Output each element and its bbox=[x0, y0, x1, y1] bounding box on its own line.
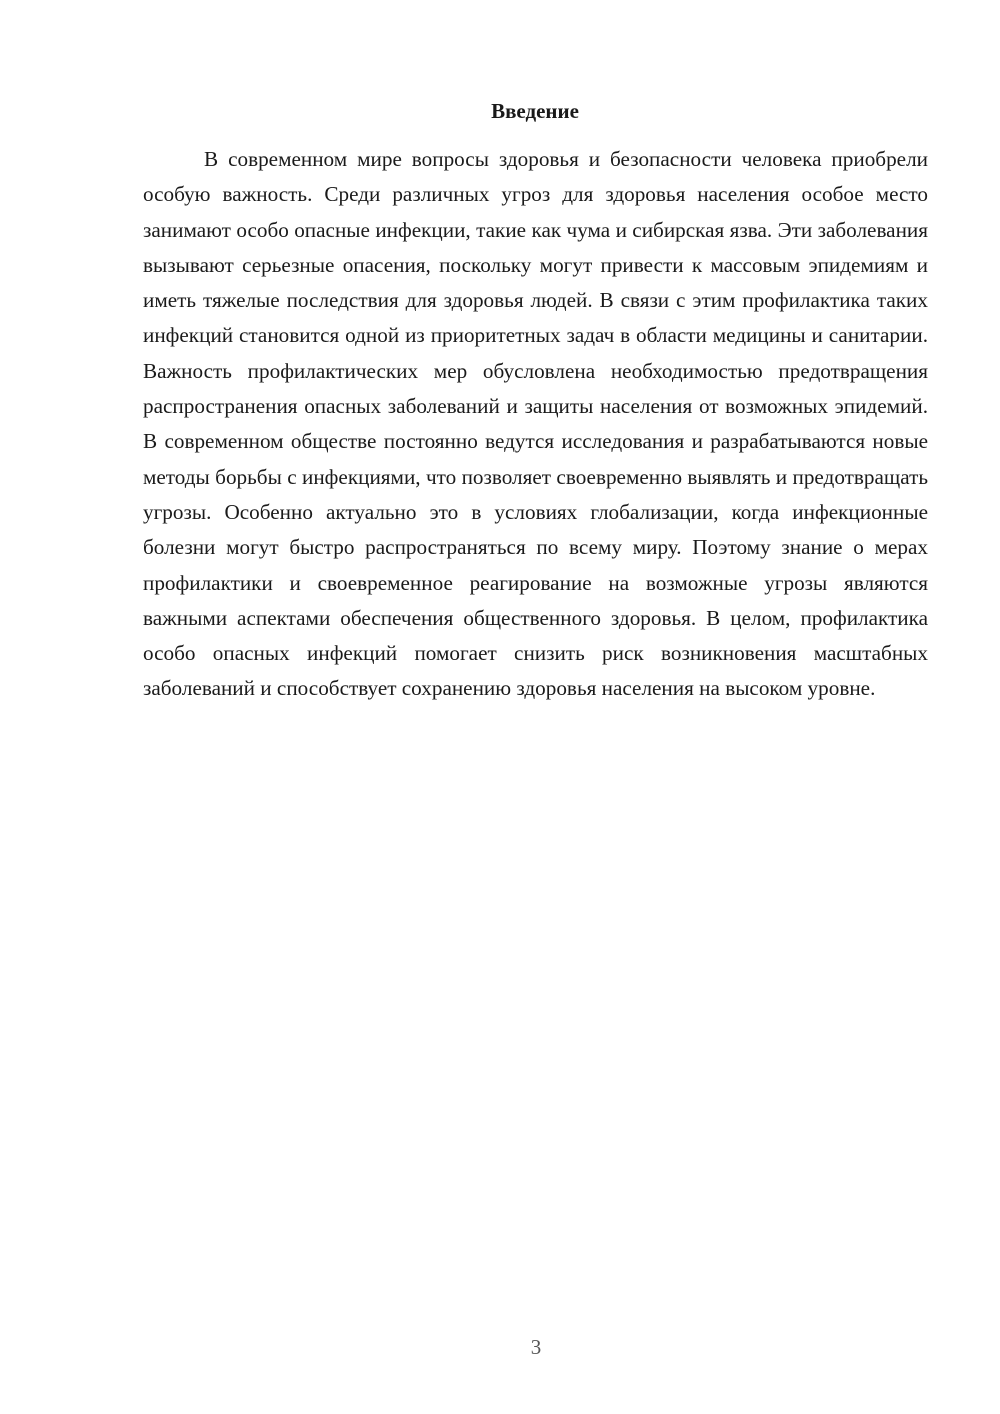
body-paragraph: В современном мире вопросы здоровья и безопасности человека приобрели особую важность. Среди различных угроз для здоровья населения особое место занимают особо опасные инфекции, такие как чума и сибирская язва. Эти заболевания вызывают серьезные опасения, поскольку могут привести к массовым эпидемиям и иметь тяжелые последствия для здоровья людей. В связи с этим профилактика таких инфекций становится одной из приоритетных задач в области медицины и санитарии. Важность профилактических мер обусловлена необходимостью предотвращения распространения опасных заболеваний и защиты населения от возможных эпидемий. В современном обществе постоянно ведутся исследования и разрабатываются новые методы борьбы с инфекциями, что позволяет своевременно выявлять и предотвращать угрозы. Особенно актуально это в условиях глобализации, когда инфекционные болезни могут быстро распространяться по всему миру. Поэтому знание о мерах профилактики и своевременное реагирование на возможные угрозы являются важными аспектами обеспечения общественного здоровья. В целом, профилактика особо опасных инфекций помогает снизить риск возникновения масштабных заболеваний и способствует сохранению здоровья населения на высоком уровне. bbox=[143, 147, 928, 701]
section-title: Введение bbox=[491, 99, 579, 123]
page-number: 3 bbox=[530, 1335, 542, 1359]
